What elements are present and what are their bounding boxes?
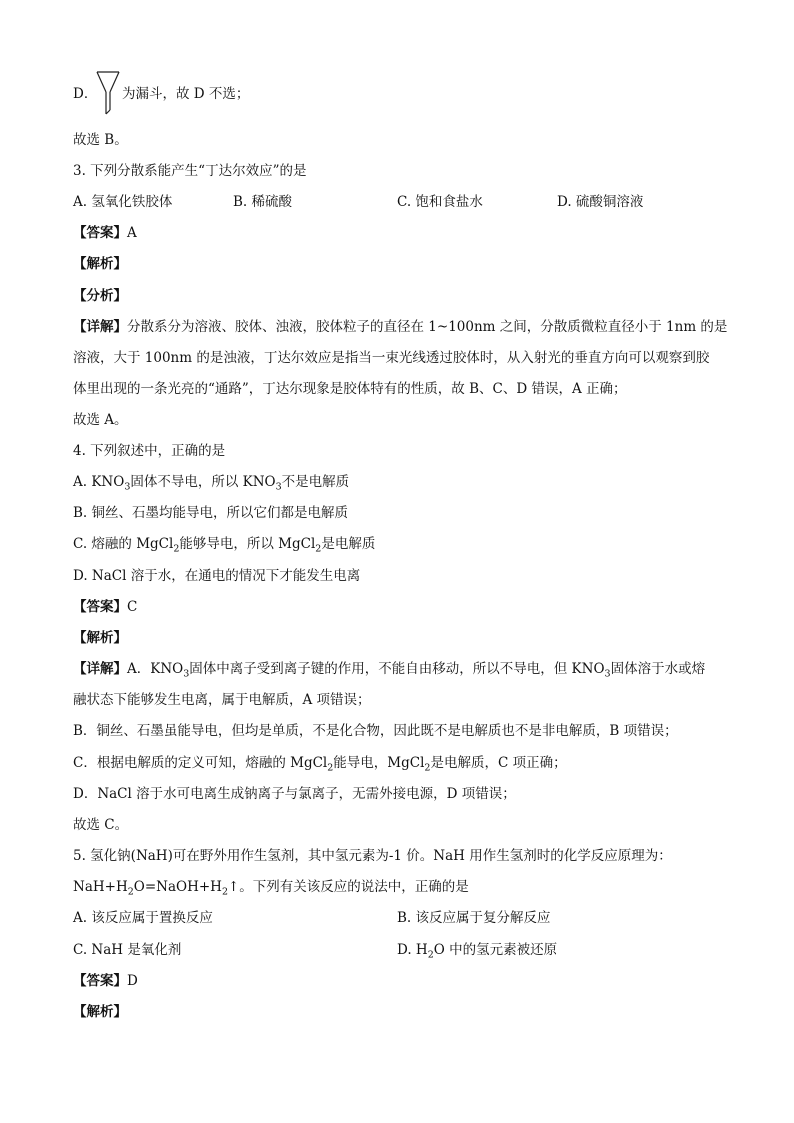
- q4-stem: 4. 下列叙述中，正确的是: [73, 443, 226, 459]
- q4-answer: [73, 597, 137, 617]
- detail-tag: 【详解】: [73, 319, 127, 335]
- q5-stem-part: NaH+H: [73, 879, 128, 895]
- q5-option-b: B. 该反应属于复分解反应: [397, 910, 551, 926]
- detail-tag: 【详解】: [73, 661, 127, 677]
- q4-detail-part: 固体中离子受到离子键的作用，不能自由移动，所以不导电，但 KNO: [189, 661, 605, 677]
- q5-opt-d-part: O 中的氢元素被还原: [433, 942, 558, 958]
- q4-opt-c-part: 能够导电，所以 MgCl: [179, 536, 316, 552]
- q4-opt-a-sub: 3: [124, 481, 131, 493]
- q4-option-b: B. 铜丝、石墨均能导电，所以它们都是电解质: [73, 505, 349, 521]
- answer-tag: 【答案】: [73, 599, 127, 615]
- q4-detail-part: 固体溶于水或熔: [610, 661, 706, 677]
- q5-opt-d-part: D. H: [397, 942, 428, 958]
- q3-option-b: B. 稀硫酸: [233, 194, 293, 210]
- detail-text: 分散系分为溶液、胶体、浊液，胶体粒子的直径在 1~100nm 之间，分散质微粒直径小于 1nm 的是: [127, 319, 728, 335]
- q4-detail-part: A．KNO: [127, 661, 184, 677]
- q5-option-a: A. 该反应属于置换反应: [73, 910, 213, 926]
- q5-option-d: [397, 940, 557, 960]
- q4-detail-sub: 3: [604, 668, 611, 680]
- answer-tag: 【答案】: [73, 225, 127, 241]
- q3-option-c: C. 饱和食盐水: [397, 194, 483, 210]
- q5-answer: [73, 971, 138, 991]
- q3-jiexi-tag: 【解析】: [73, 256, 127, 272]
- q4-detail-part: C．根据电解质的定义可知，熔融的 MgCl: [73, 755, 328, 771]
- q4-opt-a-part: A. KNO: [73, 474, 125, 490]
- q3-answer: [73, 223, 137, 243]
- q4-opt-a-part: 固体不导电，所以 KNO: [130, 474, 276, 490]
- q4-detail-sub: 2: [424, 762, 431, 774]
- q4-opt-a-part: 不是电解质: [281, 474, 350, 490]
- q3-stem: 3. 下列分散系能产生“丁达尔效应”的是: [73, 163, 307, 179]
- q4-option-a: [73, 472, 349, 492]
- q2-option-d-text: 为漏斗，故 D 不选；: [122, 86, 250, 102]
- q4-opt-c-part: C. 熔融的 MgCl: [73, 536, 174, 552]
- q4-opt-c-sub: 2: [315, 543, 322, 555]
- q5-stem-2: [73, 877, 469, 897]
- q3-detail-line-3: 体里出现的一条光亮的“通路”，丁达尔现象是胶体特有的性质，故 B、C、D 错误，A 正确；: [73, 381, 627, 397]
- q2-option-d: [73, 84, 97, 104]
- q4-detail-part: 是电解质，C 项正确；: [430, 755, 567, 771]
- answer-value: D: [127, 973, 138, 989]
- q4-conclusion: 故选 C。: [73, 817, 129, 833]
- q5-stem-sub: 2: [221, 886, 228, 898]
- q4-detail-part: 能导电，MgCl: [333, 755, 425, 771]
- q3-fenxi-tag: 【分析】: [73, 288, 127, 304]
- q4-opt-c-sub: 2: [173, 543, 180, 555]
- q3-option-a: A. 氢氧化铁胶体: [73, 194, 173, 210]
- q4-option-c: [73, 534, 375, 554]
- q5-stem-part: O=NaOH+H: [133, 879, 222, 895]
- answer-value: C: [127, 599, 138, 615]
- q3-conclusion: 故选 A。: [73, 412, 128, 428]
- q4-detail-c: [73, 753, 567, 773]
- q4-detail-a1: [73, 659, 705, 679]
- q5-opt-d-sub: 2: [427, 949, 434, 961]
- q4-opt-c-part: 是电解质: [321, 536, 376, 552]
- q5-stem-1: 5. 氢化钠(NaH)可在野外用作生氢剂，其中氢元素为-1 价。NaH 用作生氢剂时的化学反应原理为：: [73, 848, 672, 864]
- q4-detail-d: D．NaCl 溶于水可电离生成钠离子与氯离子，无需外接电源，D 项错误；: [73, 786, 516, 802]
- q4-detail-a2: 融状态下能够发生电离，属于电解质，A 项错误；: [73, 692, 371, 708]
- answer-value: A: [127, 225, 137, 241]
- q5-stem-sub: 2: [127, 886, 134, 898]
- q4-detail-sub: 2: [327, 762, 334, 774]
- q4-opt-a-sub: 3: [275, 481, 282, 493]
- q5-stem-part: ↑。下列有关该反应的说法中，正确的是: [227, 879, 469, 895]
- q5-option-c: C. NaH 是氧化剂: [73, 942, 182, 958]
- q4-detail-sub: 3: [183, 668, 190, 680]
- q2-conclusion: 故选 B。: [73, 132, 128, 148]
- q4-detail-b: B．铜丝、石墨虽能导电，但均是单质，不是化合物，因此既不是电解质也不是非电解质，B 项错误；: [73, 723, 678, 739]
- q4-jiexi-tag: 【解析】: [73, 630, 127, 646]
- answer-tag: 【答案】: [73, 973, 127, 989]
- funnel-icon: [95, 70, 123, 118]
- q2-option-d-prefix: D．: [73, 86, 98, 102]
- q3-detail-line-1: [73, 317, 727, 337]
- q3-option-d: D. 硫酸铜溶液: [557, 194, 644, 210]
- q4-option-d: D. NaCl 溶于水，在通电的情况下才能发生电离: [73, 568, 361, 584]
- q3-detail-line-2: 溶液，大于 100nm 的是浊液，丁达尔效应是指当一束光线透过胶体时，从入射光的垂直方向可以观察到胶: [73, 350, 710, 366]
- q5-jiexi-tag: 【解析】: [73, 1004, 127, 1020]
